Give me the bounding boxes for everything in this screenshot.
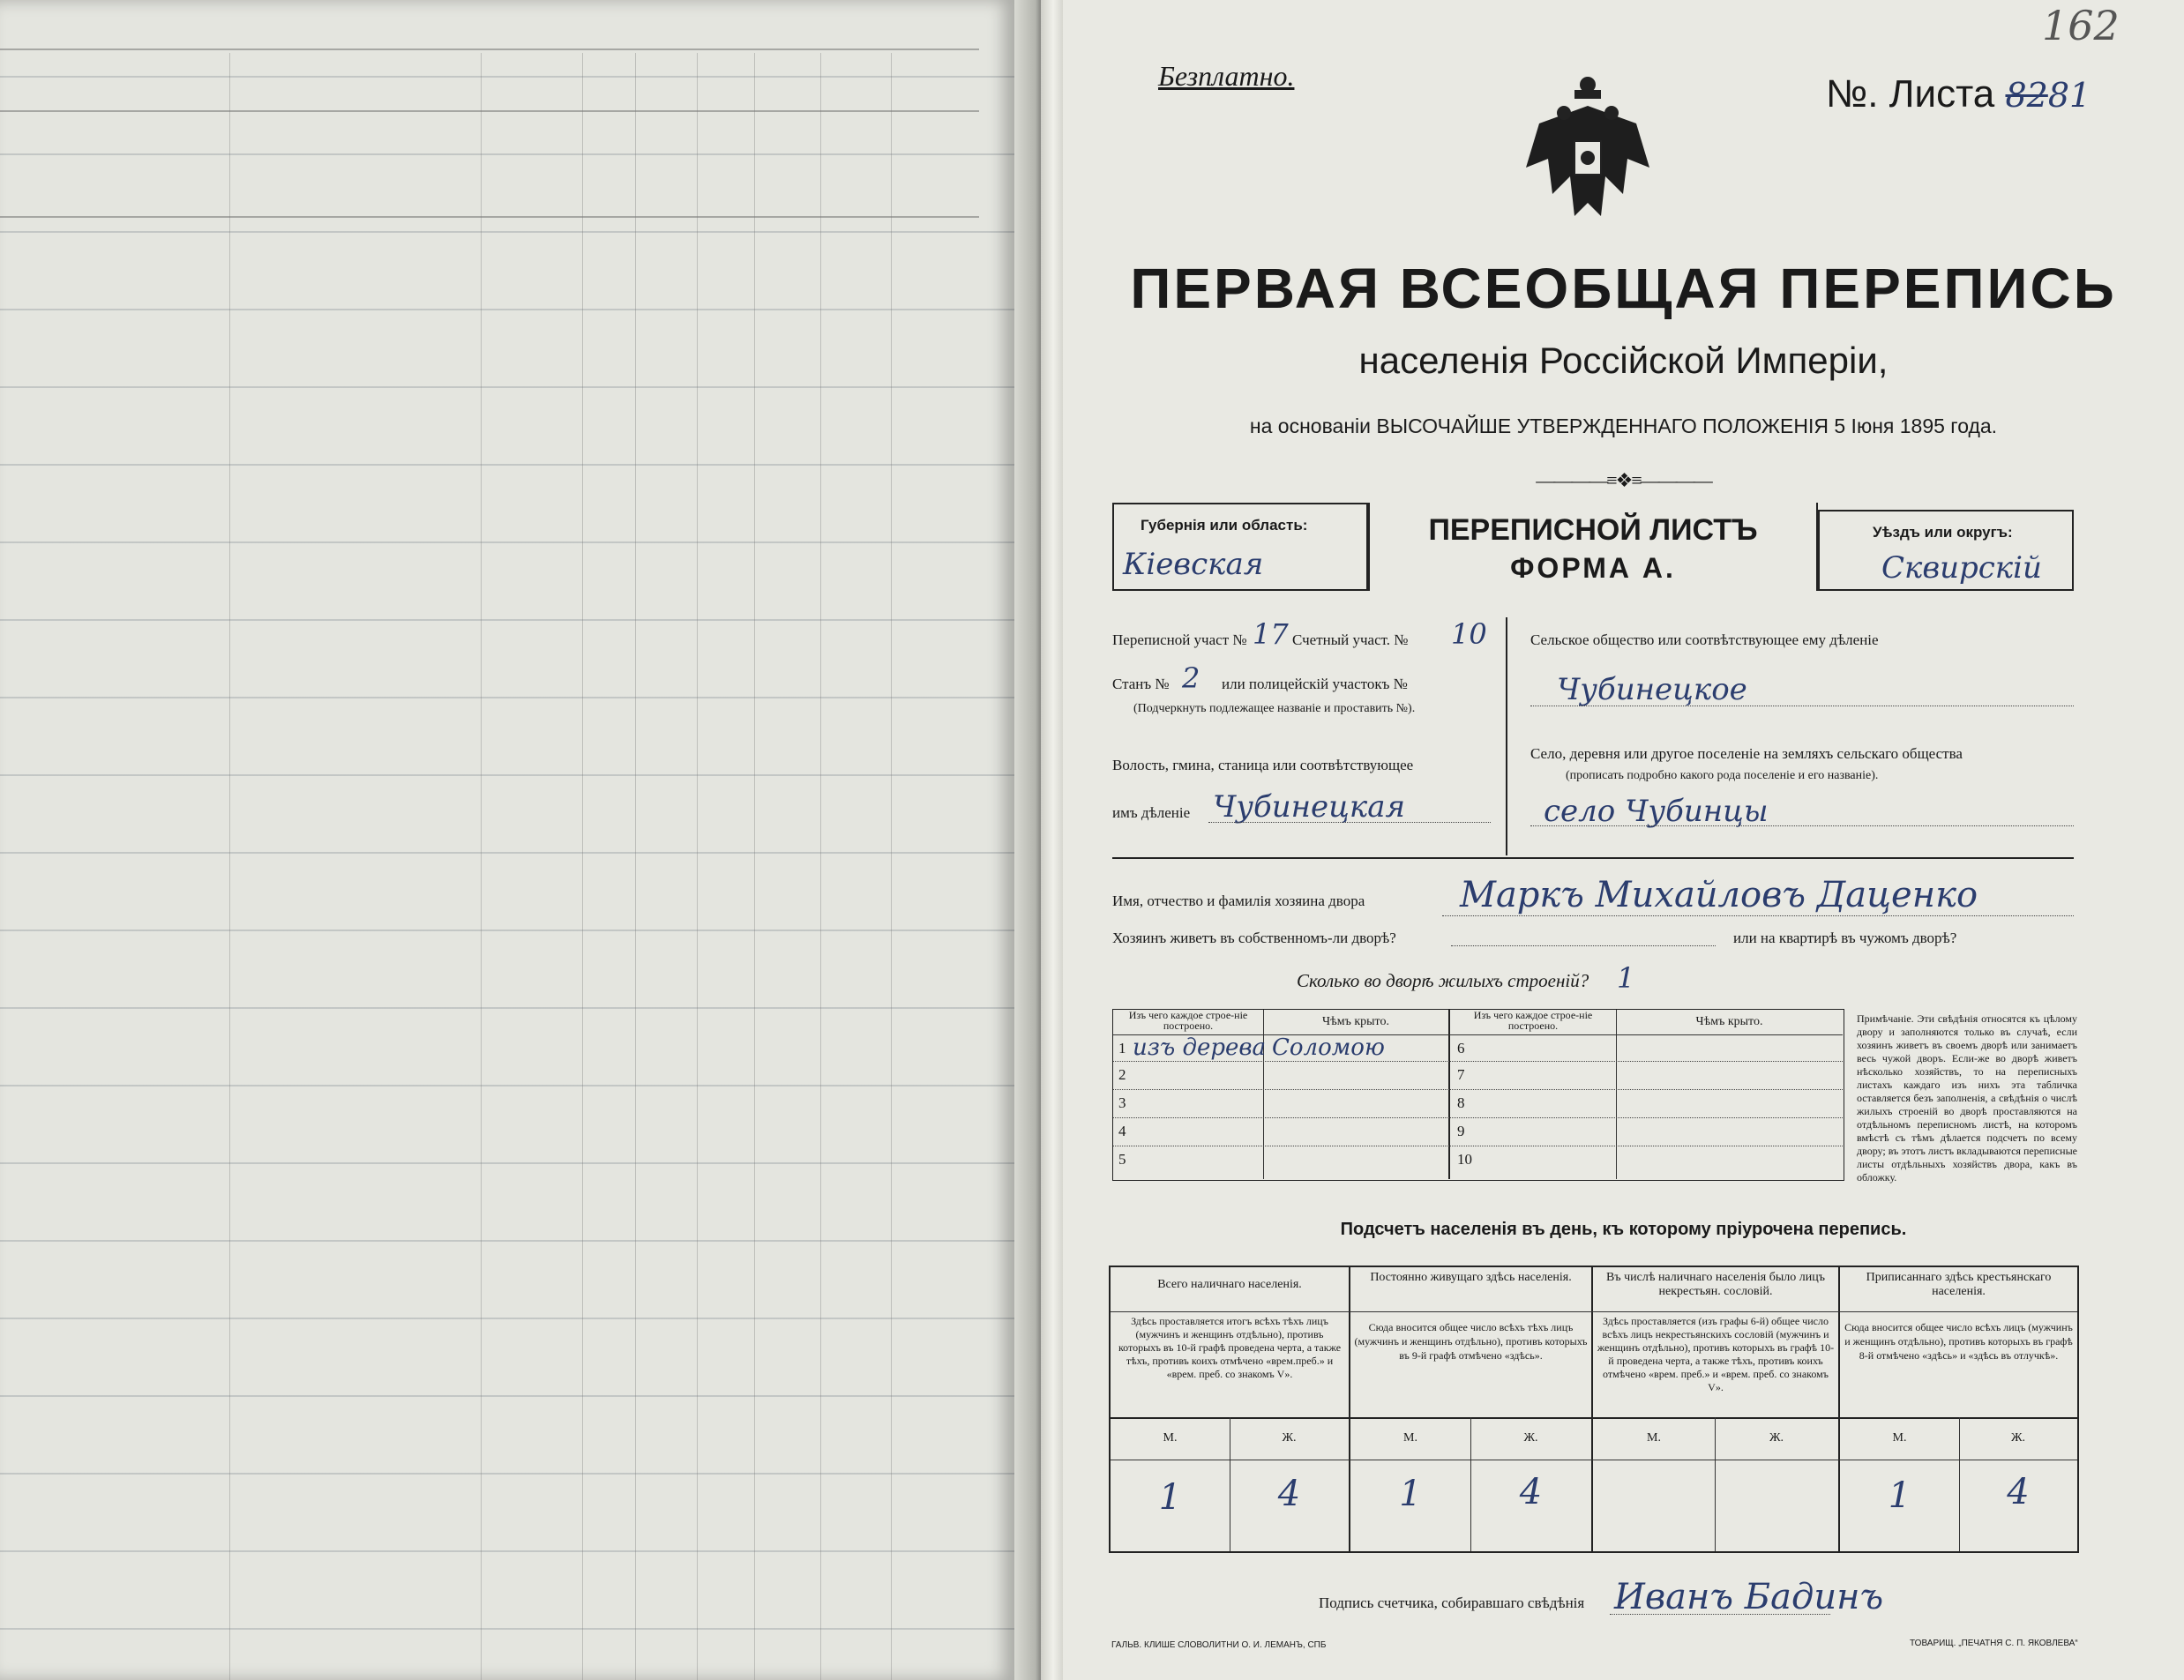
count-f-header: Ж. [1282, 1431, 1297, 1445]
count-col2-f: 4 [1519, 1472, 1543, 1512]
uezd-box [1818, 510, 2074, 591]
count-title: Подсчетъ населенія въ день, къ которому пріурочена перепись. [1340, 1220, 1907, 1239]
uezd-value: Сквирскій [1881, 550, 2042, 586]
signature-line [1610, 1614, 1830, 1615]
buildings-label: Сколько во дворѣ жилыхъ строеній? [1297, 970, 1589, 991]
sheet-number [1826, 72, 2091, 116]
stan-value: 2 [1182, 661, 1200, 695]
building-row-number: 2 [1118, 1066, 1126, 1083]
coat-of-arms-icon [1522, 71, 1654, 229]
count-col4-f: 4 [2007, 1472, 2030, 1512]
rent-label: или на квартирѣ въ чужомъ дворѣ? [1733, 930, 1957, 946]
volost-label: Волость, гмина, станица или соотвѣтствующее [1112, 757, 1414, 773]
buildings-table [1112, 1009, 1844, 1181]
count-col1-f: 4 [1277, 1474, 1301, 1514]
perepis-uchast-label: Переписной участ № [1112, 631, 1247, 648]
owner-line [1442, 915, 2074, 916]
count-f-header: Ж. [1523, 1431, 1538, 1445]
selo-label: Село, деревня или другое поселеніе на земляхъ сельскаго общества [1530, 745, 1963, 762]
count-table [1109, 1266, 2079, 1553]
volost-label-2: имъ дѣленіе [1112, 804, 1191, 821]
count-col2-desc: Сюда вносится общее число всѣхъ тѣхъ лицъ (мужчинъ и женщинъ отдѣльно), противъ которыхъ въ 9-й графѣ отмѣчено «здѣсь». [1354, 1321, 1588, 1362]
owner-label: Имя, отчество и фамилія хозяина двора [1112, 892, 1365, 909]
count-col4-m: 1 [1888, 1475, 1911, 1516]
count-col2-header: Постоянно живущаго здѣсь населенія. [1370, 1271, 1572, 1284]
form-title: ПЕРЕПИСНОЙ ЛИСТЪ [1428, 513, 1758, 547]
building-row-number: 7 [1457, 1066, 1465, 1083]
selskoe-value: Чубинецкое [1557, 672, 1747, 707]
count-f-header: Ж. [1769, 1431, 1784, 1445]
basis-line: на основаніи ВЫСОЧАЙШЕ УТВЕРЖДЕННАГО ПОЛОЖЕНІЯ 5 Іюня 1895 года. [1249, 414, 1998, 437]
building-row-number: 3 [1118, 1094, 1126, 1111]
building-row-number: 10 [1457, 1151, 1472, 1168]
signature-value: Иванъ Бадинъ [1614, 1577, 1884, 1617]
building-row-number: 9 [1457, 1123, 1465, 1139]
volost-value: Чубинецкая [1213, 789, 1405, 825]
schetny-label: Счетный участ. № [1292, 631, 1409, 648]
count-col3-header: Въ числѣ наличнаго населенія было лицъ некрестьян. сословій. [1606, 1271, 1825, 1298]
footer-right: ТОВАРИЩ. „ПЕЧАТНЯ С. П. ЯКОВЛЕВА“ [1910, 1639, 2078, 1648]
signature-label: Подпись счетчика, собиравшаго свѣдѣнія [1319, 1594, 1585, 1611]
selo-value: село Чубинцы [1544, 794, 1769, 829]
free-label: Безплатно. [1158, 60, 1295, 92]
buildings-value: 1 [1617, 961, 1635, 995]
selo-line [1530, 825, 2074, 826]
perepis-uchast-value: 17 [1253, 617, 1289, 651]
fields-bottom-rule [1112, 857, 2074, 859]
building-row-number: 1 [1118, 1040, 1126, 1057]
form-subtitle: ФОРМА А. [1510, 552, 1676, 584]
count-f-header: Ж. [2010, 1431, 2026, 1445]
count-m-header: М. [1403, 1431, 1417, 1445]
building-row-number: 5 [1118, 1151, 1126, 1168]
police-label: или полицейскій участокъ № [1222, 676, 1408, 692]
ornament-divider: ————≡❖≡———— [1536, 469, 1711, 491]
building-material: изъ дерева [1133, 1034, 1267, 1061]
selo-note: (прописать подробно какого рода поселеніе и его названіе). [1566, 769, 1879, 782]
buildings-col1-header-right: Изъ чего каждое строе-ніе построено. [1473, 1009, 1593, 1032]
count-m-header: М. [1647, 1431, 1661, 1445]
count-col1-desc: Здѣсь проставляется итогъ всѣхъ тѣхъ лицъ (мужчинъ и женщинъ отдѣльно), противъ которыхъ въ 10-й графѣ проведена черта, а также тѣхъ, противъ коихъ отмѣчено «врем.преб.» и «врем. преб. со знакомъ V». [1118, 1315, 1342, 1380]
guberniya-value: Кіевская [1123, 547, 1264, 582]
buildings-col2-header-right: Чѣмъ крыто. [1695, 1015, 1763, 1028]
page-number: 162 [2042, 2, 2120, 49]
building-row-number: 4 [1118, 1123, 1126, 1139]
footer-left: ГАЛЬВ. КЛИШЕ СЛОВОЛИТНИ О. И. ЛЕМАНЪ, СПБ [1111, 1640, 1327, 1650]
sheet-number-crossed: 82 [2005, 76, 2048, 115]
own-house-line [1451, 945, 1716, 946]
volost-line [1208, 822, 1491, 823]
subtitle: населенія Россійской Имперіи, [1358, 340, 1889, 381]
census-form-page [1063, 0, 2184, 1680]
buildings-col1-header: Изъ чего каждое строе-ніе построено. [1128, 1009, 1248, 1032]
guberniya-label: Губернія или область: [1141, 517, 1308, 534]
count-col3-desc: Здѣсь проставляется (изъ графы 6-й) общее число всѣхъ лицъ некрестьянскихъ сословій (мужчинъ и женщинъ отдѣльно), противъ которыхъ въ графѣ 10-й проведена черта, а также тѣхъ, противъ коихъ отмѣчено «врем. преб.» и «врем. преб. со знакомъ V». [1597, 1315, 1835, 1393]
building-row-number: 8 [1457, 1094, 1465, 1111]
building-roof: Соломою [1272, 1034, 1385, 1061]
count-col4-header: Приписаннаго здѣсь крестьянскаго населенія. [1866, 1271, 2052, 1298]
owner-value: Маркъ Михайловъ Даценко [1460, 875, 1978, 915]
selskoe-label: Сельское общество или соотвѣтствующее ему дѣленіе [1530, 631, 1879, 648]
main-title: ПЕРВАЯ ВСЕОБЩАЯ ПЕРЕПИСЬ [1130, 257, 2117, 320]
stan-label: Станъ № [1112, 676, 1170, 692]
left-page [0, 0, 1014, 1680]
sheet-number-value: 81 [2047, 76, 2091, 115]
count-m-header: М. [1163, 1431, 1178, 1445]
buildings-col2-header: Чѣмъ крыто. [1322, 1015, 1389, 1028]
sheet-number-label: №. Листа [1826, 72, 1995, 116]
count-col1-m: 1 [1158, 1477, 1182, 1518]
guberniya-box [1112, 503, 1368, 591]
count-col2-m: 1 [1399, 1474, 1422, 1514]
left-page-columns [0, 0, 1014, 1680]
count-m-header: М. [1892, 1431, 1907, 1445]
own-house-label: Хозяинъ живетъ въ собственномъ-ли дворѣ? [1112, 930, 1396, 946]
police-note: (Подчеркнуть подлежащее названіе и проставить №). [1133, 702, 1416, 715]
form-title-box [1368, 503, 1818, 591]
count-col4-desc: Сюда вносится общее число всѣхъ лицъ (мужчинъ и женщинъ отдѣльно), противъ которыхъ въ графѣ 8-й отмѣчено «здѣсь» и «здѣсь въ отлучкѣ». [1844, 1321, 2073, 1362]
page-edge [1041, 0, 1066, 1680]
count-col1-header: Всего наличнаго населенія. [1157, 1278, 1302, 1291]
note-text: Примѣчаніе. Эти свѣдѣнія относятся къ цѣлому двору и заполняются только въ случаѣ, если хозяинъ живетъ въ своемъ дворѣ или занимаетъ весь чужой дворъ. Если-же во дворѣ живетъ нѣсколько хозяйствъ, то на переписныхъ листахъ каждаго изъ нихъ эта табличка оставляется безъ заполненія, а свѣдѣнія о числѣ жилыхъ строеній во дворѣ проставляются на отдѣльномъ переписномъ листѣ, на которомъ вмѣстѣ съ тѣмъ дѣлается подсчетъ по всему двору; въ этотъ листъ вкладываются переписные листы отдѣльныхъ хозяйствъ двора, какъ въ обложку. [1857, 1012, 2077, 1183]
uezd-label: Уѣздъ или округъ: [1873, 524, 2013, 541]
fields-divider [1506, 617, 1507, 855]
building-row-number: 6 [1457, 1040, 1465, 1057]
schetny-value: 10 [1451, 617, 1487, 651]
